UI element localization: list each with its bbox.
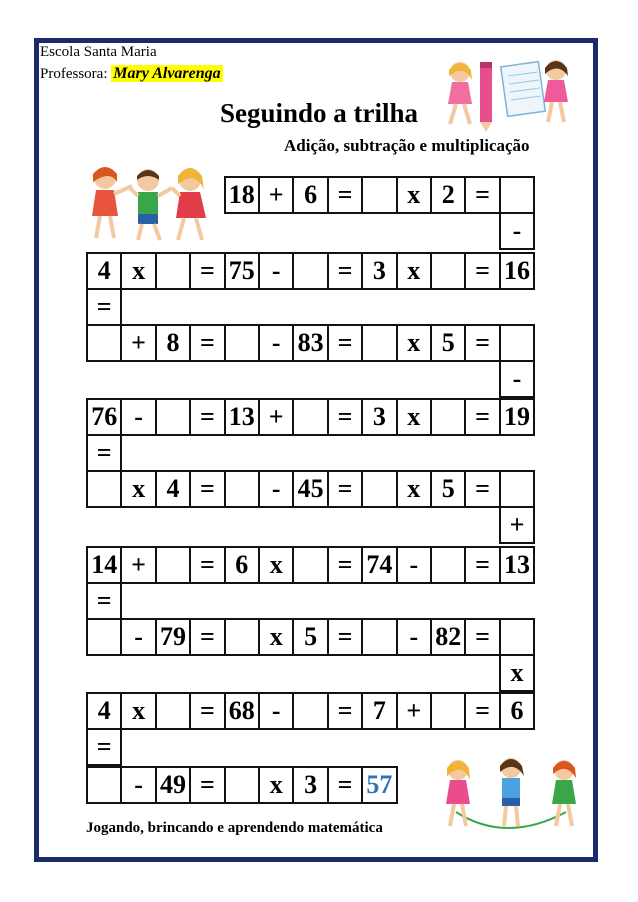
number-cell: 7 [361, 692, 397, 730]
answer-cell[interactable] [499, 176, 535, 214]
answer-cell[interactable] [292, 398, 328, 436]
number-cell: 4 [155, 470, 191, 508]
answer-cell[interactable] [499, 470, 535, 508]
operator-cell: + [499, 506, 535, 544]
answer-cell[interactable] [499, 324, 535, 362]
operator-cell: - [120, 398, 156, 436]
operator-cell: = [327, 176, 363, 214]
operator-cell: = [189, 618, 225, 656]
number-cell: 5 [430, 324, 466, 362]
operator-cell: - [120, 618, 156, 656]
number-cell: 5 [292, 618, 328, 656]
operator-cell: - [258, 252, 294, 290]
operator-cell: = [464, 398, 500, 436]
operator-cell: = [327, 546, 363, 584]
answer-cell[interactable] [155, 398, 191, 436]
operator-cell: = [327, 398, 363, 436]
number-cell: 8 [155, 324, 191, 362]
operator-cell: x [120, 470, 156, 508]
number-cell: 13 [499, 546, 535, 584]
answer-cell[interactable] [361, 324, 397, 362]
answer-cell[interactable] [155, 546, 191, 584]
operator-cell: x [120, 692, 156, 730]
number-cell: 45 [292, 470, 328, 508]
operator-cell: = [464, 176, 500, 214]
operator-cell: = [189, 766, 225, 804]
answer-cell[interactable] [430, 252, 466, 290]
operator-cell: = [327, 766, 363, 804]
operator-cell: + [120, 546, 156, 584]
number-cell: 57 [361, 766, 397, 804]
number-cell: 75 [224, 252, 260, 290]
operator-cell: x [396, 470, 432, 508]
operator-cell: x [120, 252, 156, 290]
answer-cell[interactable] [499, 618, 535, 656]
answer-cell[interactable] [86, 766, 122, 804]
answer-cell[interactable] [224, 766, 260, 804]
operator-cell: + [396, 692, 432, 730]
page-subtitle: Adição, subtração e multiplicação [284, 136, 530, 155]
answer-cell[interactable] [361, 618, 397, 656]
answer-cell[interactable] [292, 252, 328, 290]
operator-cell: x [396, 324, 432, 362]
operator-cell: x [499, 654, 535, 692]
operator-cell: - [396, 546, 432, 584]
operator-cell: - [258, 692, 294, 730]
page-title: Seguindo a trilha [220, 98, 419, 128]
operator-cell: x [396, 398, 432, 436]
operator-cell: = [86, 434, 122, 472]
operator-cell: = [189, 324, 225, 362]
operator-cell: + [258, 398, 294, 436]
operator-cell: = [327, 324, 363, 362]
answer-cell[interactable] [155, 692, 191, 730]
operator-cell: = [464, 252, 500, 290]
operator-cell: = [464, 546, 500, 584]
operator-cell: x [396, 252, 432, 290]
number-cell: 6 [224, 546, 260, 584]
number-cell: 3 [361, 252, 397, 290]
number-cell: 5 [430, 470, 466, 508]
answer-cell[interactable] [430, 398, 466, 436]
operator-cell: = [464, 470, 500, 508]
teacher-name: Mary Alvarenga [113, 65, 221, 82]
operator-cell: = [464, 324, 500, 362]
answer-cell[interactable] [86, 470, 122, 508]
operator-cell: = [327, 470, 363, 508]
number-cell: 14 [86, 546, 122, 584]
school-name: Escola Santa Maria [40, 44, 157, 60]
operator-cell: = [86, 288, 122, 326]
number-cell: 6 [499, 692, 535, 730]
answer-cell[interactable] [155, 252, 191, 290]
number-cell: 49 [155, 766, 191, 804]
operator-cell: = [189, 546, 225, 584]
number-cell: 83 [292, 324, 328, 362]
operator-cell: x [396, 176, 432, 214]
answer-cell[interactable] [224, 470, 260, 508]
number-cell: 4 [86, 252, 122, 290]
number-cell: 79 [155, 618, 191, 656]
number-cell: 76 [86, 398, 122, 436]
number-cell: 16 [499, 252, 535, 290]
footer-text: Jogando, brincando e aprendendo matemática [86, 820, 383, 836]
operator-cell: - [499, 360, 535, 398]
operator-cell: = [86, 728, 122, 766]
answer-cell[interactable] [430, 692, 466, 730]
answer-cell[interactable] [224, 618, 260, 656]
operator-cell: x [258, 546, 294, 584]
operator-cell: = [464, 618, 500, 656]
operator-cell: - [120, 766, 156, 804]
number-cell: 2 [430, 176, 466, 214]
answer-cell[interactable] [430, 546, 466, 584]
number-cell: 68 [224, 692, 260, 730]
number-cell: 6 [292, 176, 328, 214]
number-cell: 3 [292, 766, 328, 804]
answer-cell[interactable] [86, 618, 122, 656]
answer-cell[interactable] [292, 546, 328, 584]
operator-cell: = [189, 398, 225, 436]
answer-cell[interactable] [361, 176, 397, 214]
number-cell: 4 [86, 692, 122, 730]
operator-cell: = [464, 692, 500, 730]
operator-cell: = [189, 692, 225, 730]
operator-cell: - [499, 212, 535, 250]
operator-cell: = [327, 252, 363, 290]
number-cell: 13 [224, 398, 260, 436]
number-cell: 82 [430, 618, 466, 656]
operator-cell: = [86, 582, 122, 620]
operator-cell: - [258, 470, 294, 508]
operator-cell: - [396, 618, 432, 656]
number-cell: 3 [361, 398, 397, 436]
number-cell: 18 [224, 176, 260, 214]
answer-cell[interactable] [361, 470, 397, 508]
answer-cell[interactable] [292, 692, 328, 730]
teacher-label: Professora: [40, 66, 112, 82]
operator-cell: x [258, 766, 294, 804]
answer-cell[interactable] [224, 324, 260, 362]
number-cell: 19 [499, 398, 535, 436]
operator-cell: + [258, 176, 294, 214]
number-cell: 74 [361, 546, 397, 584]
operator-cell: = [189, 470, 225, 508]
operator-cell: = [189, 252, 225, 290]
operator-cell: x [258, 618, 294, 656]
operator-cell: = [327, 692, 363, 730]
operator-cell: + [120, 324, 156, 362]
operator-cell: = [327, 618, 363, 656]
operator-cell: - [258, 324, 294, 362]
answer-cell[interactable] [86, 324, 122, 362]
